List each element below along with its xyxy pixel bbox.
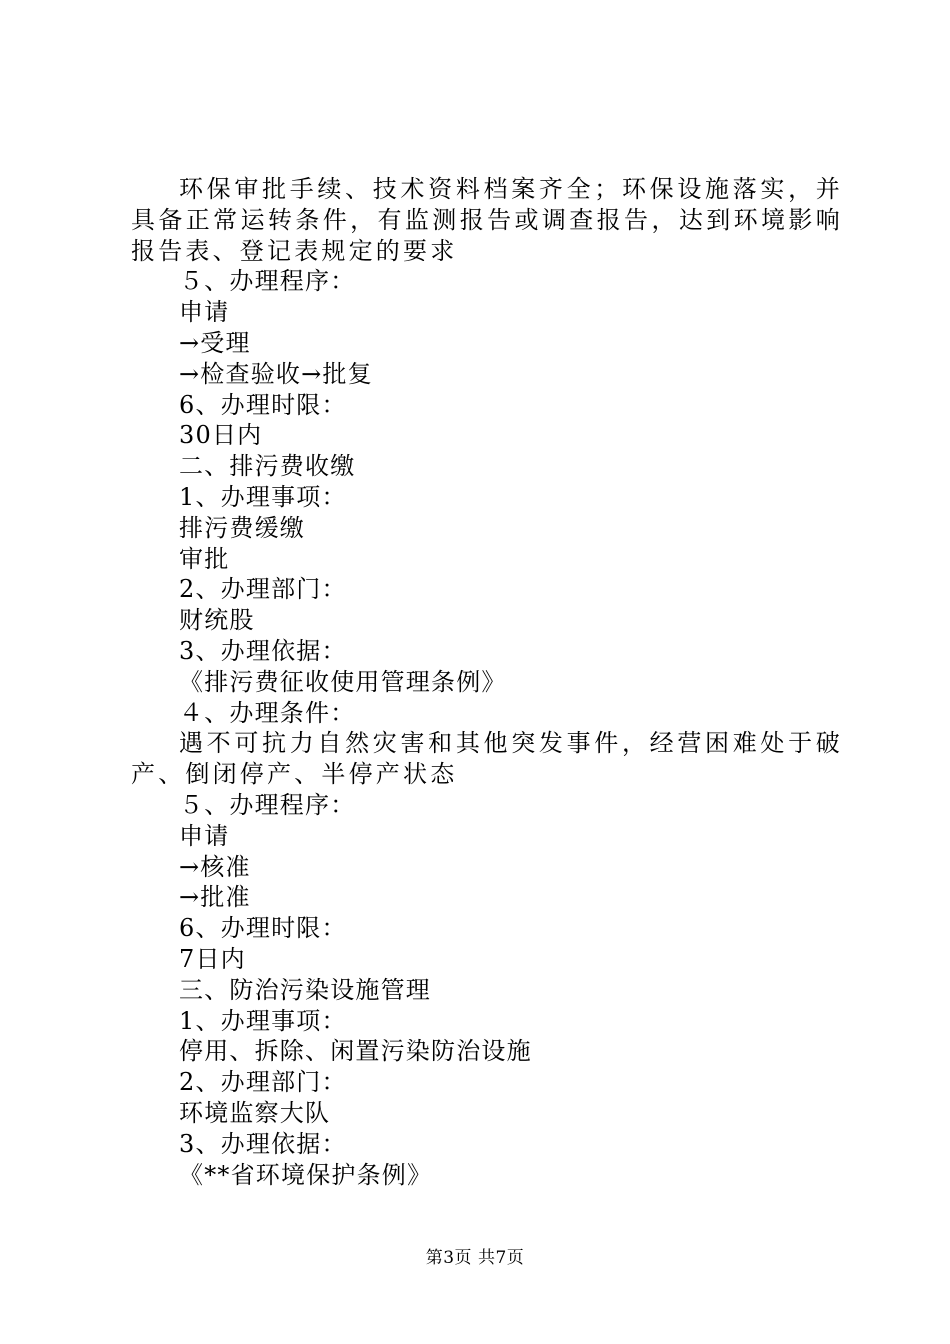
section-heading: 6、办理时限：: [179, 914, 347, 943]
paragraph: 《**省环境保护条例》: [179, 1160, 433, 1189]
paragraph: 环保审批手续、技术资料档案齐全；环保设施落实，并具备正常运转条件，有监测报告或调查报告，达到环境影响报告表、登记表规定的要求: [131, 175, 843, 265]
paragraph: 财统股: [179, 606, 255, 635]
paragraph: →检查验收→批复: [179, 359, 373, 388]
paragraph: →批准: [179, 883, 251, 912]
paragraph: 排污费缓缴: [179, 513, 305, 542]
chapter-heading: 二、排污费收缴: [179, 452, 356, 481]
paragraph: →受理: [179, 328, 251, 357]
paragraph: 《排污费征收使用管理条例》: [179, 667, 507, 696]
paragraph: 停用、拆除、闲置污染防治设施: [179, 1037, 532, 1066]
document-body: [131, 174, 843, 1190]
paragraph: →核准: [179, 852, 251, 881]
section-heading: 6、办理时限：: [179, 390, 347, 419]
page-number-footer: 第3页 共7页: [425, 1248, 525, 1268]
paragraph: 7日内: [179, 944, 246, 973]
section-heading: 3、办理依据：: [179, 1129, 347, 1158]
paragraph: 申请: [179, 298, 230, 327]
paragraph: 30日内: [179, 421, 263, 450]
section-heading: 1、办理事项：: [179, 482, 347, 511]
section-heading: ５、办理程序：: [179, 790, 356, 819]
section-heading: 1、办理事项：: [179, 1006, 347, 1035]
paragraph: 审批: [179, 544, 230, 573]
paragraph: 遇不可抗力自然灾害和其他突发事件，经营困难处于破产、倒闭停产、半停产状态: [131, 729, 843, 789]
paragraph: 申请: [179, 821, 230, 850]
section-heading: ４、办理条件：: [179, 698, 356, 727]
section-heading: 2、办理部门：: [179, 575, 347, 604]
paragraph: 环境监察大队: [179, 1098, 331, 1127]
chapter-heading: 三、防治污染设施管理: [179, 975, 431, 1004]
section-heading: 2、办理部门：: [179, 1068, 347, 1097]
section-heading: 3、办理依据：: [179, 636, 347, 665]
section-heading: ５、办理程序：: [179, 267, 356, 296]
